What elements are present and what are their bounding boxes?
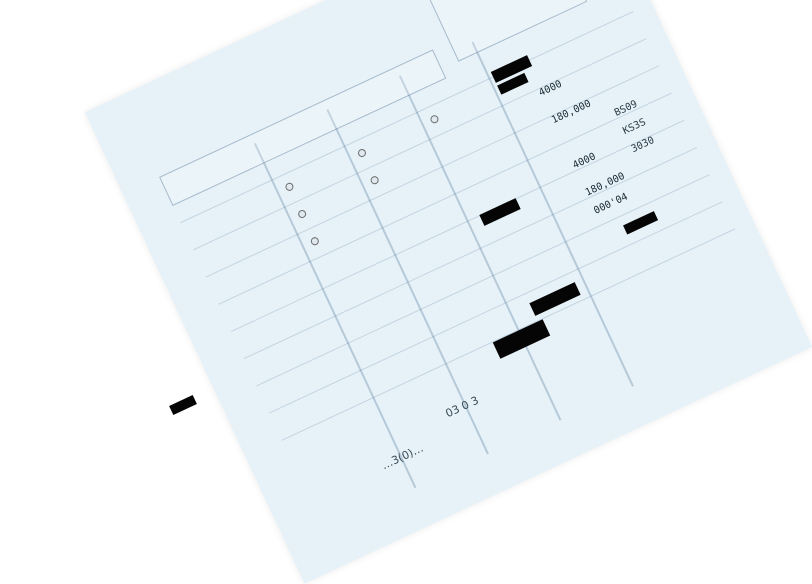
- circle-mark: [297, 209, 308, 220]
- row-line: [256, 174, 710, 386]
- circle-mark: [429, 114, 440, 125]
- paper-document: [85, 0, 812, 584]
- mirror-code-2: KS3S: [621, 116, 648, 137]
- redaction: [623, 211, 658, 234]
- row-line: [231, 120, 685, 332]
- bottom-code: 03 0 3: [443, 393, 481, 421]
- row-line: [269, 201, 723, 413]
- mirror-code-3: 3030: [629, 134, 657, 156]
- amount-3: 4000: [571, 151, 598, 172]
- circle-mark: [310, 236, 321, 247]
- header-box: [428, 0, 587, 62]
- footer-text: …3(0)…: [379, 441, 426, 473]
- amount-2: 180,000: [549, 98, 593, 127]
- row-line: [206, 65, 660, 277]
- header-box: [159, 49, 446, 206]
- amount-4: 180,000: [583, 170, 627, 199]
- circle-mark: [284, 182, 295, 193]
- row-line: [244, 147, 698, 359]
- amount-5: 000'04: [592, 191, 630, 217]
- amount-1: 4000: [537, 78, 564, 99]
- circle-mark: [357, 148, 368, 159]
- mirror-code-1: BS09: [612, 98, 640, 119]
- circle-mark: [369, 175, 380, 186]
- redaction-edge: [169, 395, 197, 415]
